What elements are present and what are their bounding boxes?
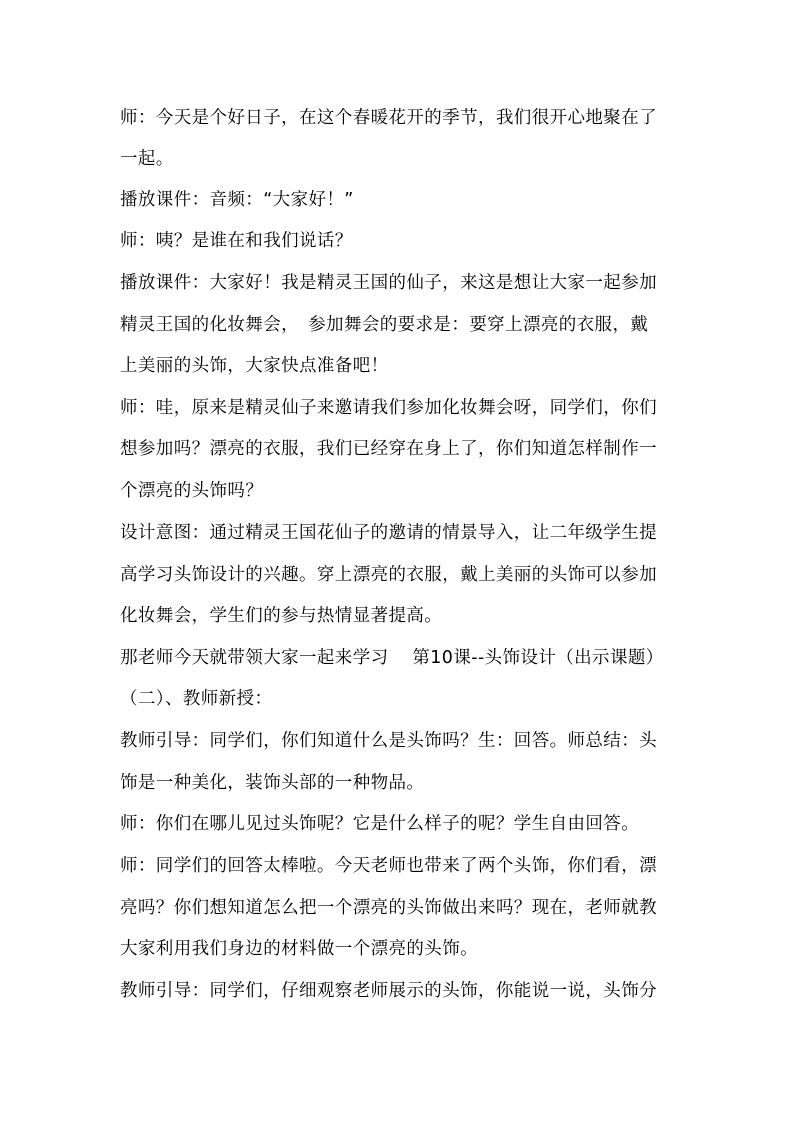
text-line: 师：哇，原来是精灵仙子来邀请我们参加化妆舞会呀，同学们，你们 <box>120 398 657 418</box>
text-line: 播放课件：音频：“大家好！” <box>120 190 354 210</box>
text-line: 师：同学们的回答太棒啦。今天老师也带来了两个头饰，你们看，漂 <box>120 856 657 876</box>
text-line: 教师引导：同学们，仔细观察老师展示的头饰，你能说一说，头饰分 <box>120 981 657 1001</box>
text-line: 师：咦？是谁在和我们说话？ <box>120 231 353 251</box>
text-line: 教师引导：同学们，你们知道什么是头饰吗？生：回答。师总结：头 <box>120 731 657 751</box>
text-line: 设计意图：通过精灵王国花仙子的邀请的情景导入，让二年级学生提 <box>120 523 657 543</box>
text-line: 播放课件：大家好！我是精灵王国的仙子，来这是想让大家一起参加 <box>120 273 657 293</box>
text-line: 一起。 <box>120 149 174 169</box>
text-line: 想参加吗？漂亮的衣服，我们已经穿在身上了，你们知道怎样制作一 <box>120 439 657 459</box>
text-line: 个漂亮的头饰吗？ <box>120 481 264 501</box>
text-line: 师：今天是个好日子，在这个春暖花开的季节，我们很开心地聚在了 <box>120 108 657 128</box>
text-line: 亮吗？你们想知道怎么把一个漂亮的头饰做出来吗？现在，老师就教 <box>120 898 657 918</box>
section-heading: （二）、教师新授： <box>120 689 273 709</box>
text-line: 那老师今天就带领大家一起来学习 第10课--头饰设计（出示课题） <box>120 648 664 668</box>
text-line: 高学习头饰设计的兴趣。穿上漂亮的衣服，戴上美丽的头饰可以参加 <box>120 565 657 585</box>
text-line: 精灵王国的化妆舞会， 参加舞会的要求是：要穿上漂亮的衣服，戴 <box>120 315 649 335</box>
text-line: 师：你们在哪儿见过头饰呢？它是什么样子的呢？学生自由回答。 <box>120 814 640 834</box>
text-line: 化妆舞会，学生们的参与热情显著提高。 <box>120 606 443 626</box>
text-line: 大家利用我们身边的材料做一个漂亮的头饰。 <box>120 939 478 959</box>
text-line: 上美丽的头饰，大家快点准备吧！ <box>120 356 389 376</box>
text-line: 饰是一种美化，装饰头部的一种物品。 <box>120 773 425 793</box>
